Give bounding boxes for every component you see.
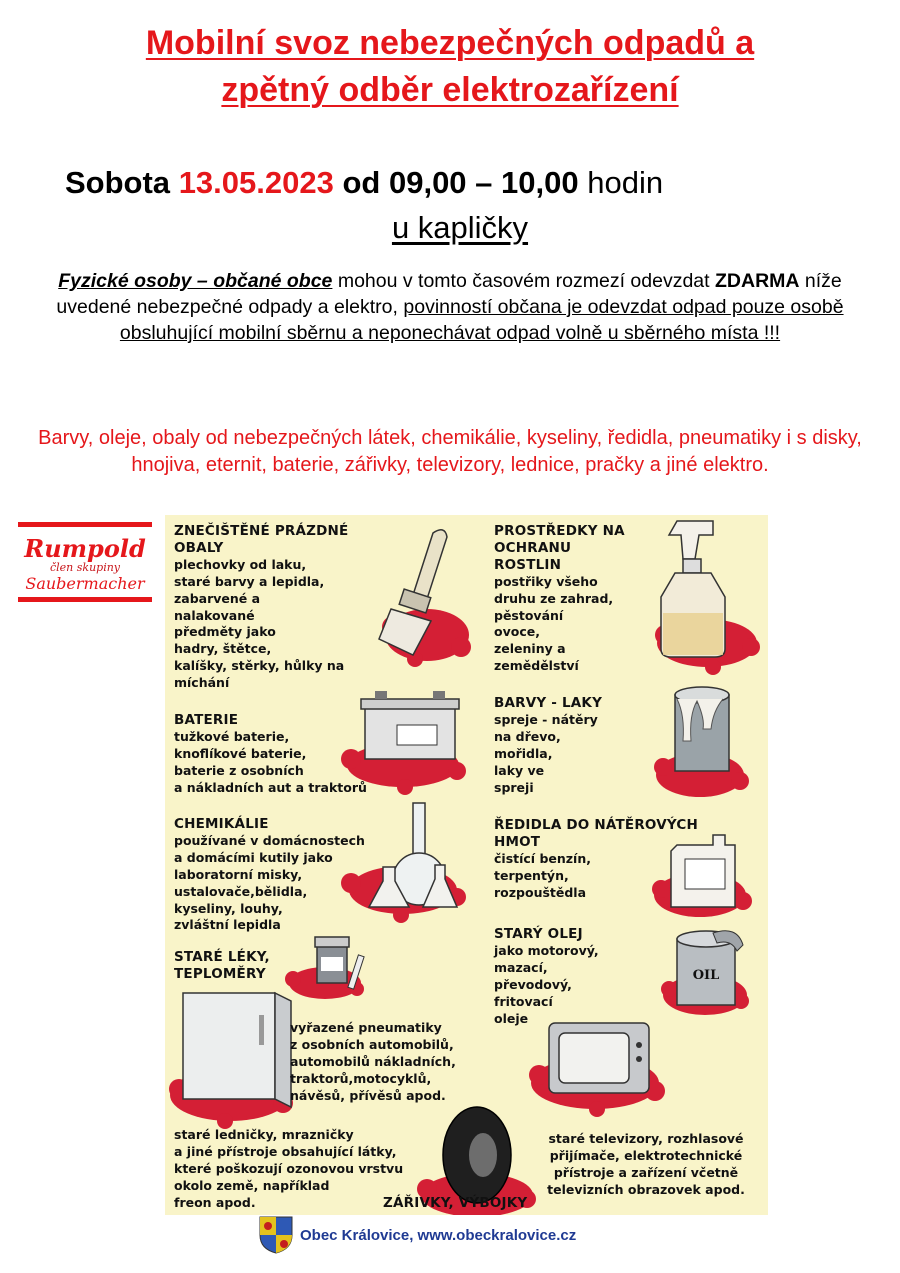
section-batteries — [174, 712, 367, 797]
section-line: kalíšky, stěrky, hůlky na — [174, 658, 345, 674]
section-line: freon apod. — [174, 1194, 256, 1210]
section-heading: ZÁŘIVKY, VÝBOJKY — [383, 1195, 528, 1211]
section-line: staré ledničky, mrazničky — [174, 1127, 354, 1142]
logo-tagline: člen skupiny — [49, 561, 121, 574]
section-heading: PROSTŘEDKY NA — [494, 523, 625, 539]
logo-group: Saubermacher — [25, 574, 145, 593]
section-line: baterie z osobních — [174, 762, 304, 778]
section-line: traktorů,motocyklů, — [290, 1070, 432, 1086]
section-line: druhu ze zahrad, — [494, 590, 614, 606]
section-heading: HMOT — [494, 833, 541, 850]
section-line: laboratorní misky, — [174, 866, 303, 882]
section-heading: STARÝ OLEJ — [494, 926, 583, 942]
section-line: staré televizory, rozhlasové — [548, 1131, 744, 1146]
intro-obligation: povinností občana je odevzdat odpad pouze osobě obsluhující mobilní sběrnu a neponechávat odpad volně u sběrného místa !!! — [119, 296, 844, 344]
section-line: a jiné přístroje obsahující látky, — [174, 1143, 397, 1159]
section-line: používané v domácnostech — [174, 832, 365, 848]
intro-lead: Fyzické osoby – občané obce — [58, 270, 333, 292]
section-line: zeleniny a — [494, 641, 566, 657]
section-heading: ROSTLIN — [494, 556, 562, 573]
section-line: terpentýn, — [494, 867, 569, 883]
section-line: oleje — [494, 1010, 529, 1026]
intro-paragraph — [40, 268, 860, 346]
section-line: a domácími kutily jako — [174, 849, 333, 865]
date-line — [65, 163, 663, 203]
section-line: nalakované — [174, 607, 255, 623]
section-chemicals — [174, 816, 365, 934]
car-battery-icon — [361, 691, 459, 759]
section-line: čistící benzín, — [494, 850, 591, 866]
oil-barrel-icon — [677, 931, 743, 1005]
section-plant-protection — [494, 523, 625, 675]
section-line: převodový, — [494, 976, 572, 992]
section-heading: OBALY — [174, 539, 224, 556]
intro-free: ZDARMA — [715, 270, 800, 292]
footer-text: Obec Královice, www.obeckralovice.cz — [300, 1227, 577, 1244]
section-line: spreje - nátěry — [494, 711, 598, 727]
section-line: zemědělství — [494, 658, 579, 674]
section-heading: TEPLOMĚRY — [174, 965, 266, 982]
intro-text-2: níže uvedené nebezpečné odpady a elektro, — [56, 270, 842, 318]
spray-bottle-icon — [661, 521, 725, 657]
event-date: 13.05.2023 — [178, 165, 334, 200]
time-range: 09,00 – 10,00 — [388, 165, 579, 200]
section-line: rozpouštědla — [494, 884, 587, 900]
section-line: přístroje a zařízení včetně — [553, 1164, 739, 1180]
section-medicines — [174, 949, 270, 983]
section-line: předměty jako — [174, 624, 276, 640]
section-line: zabarvené a — [174, 590, 261, 606]
section-line: fritovací — [494, 993, 553, 1009]
section-line: na dřevo, — [494, 728, 561, 744]
section-line: mazací, — [494, 959, 548, 975]
logo-bar-bottom — [18, 597, 152, 602]
tyre-icon — [443, 1107, 511, 1203]
section-line: návěsů, přívěsů apod. — [290, 1087, 446, 1103]
footer — [258, 1215, 658, 1255]
section-televisions — [530, 1131, 762, 1199]
section-heading: BATERIE — [174, 712, 239, 728]
section-paints — [494, 695, 602, 796]
hours-unit: hodin — [587, 165, 664, 200]
fridge-icon — [183, 993, 291, 1107]
section-line: jako motorový, — [494, 942, 599, 958]
section-heading: OCHRANU — [494, 539, 572, 556]
section-line: z osobních automobilů, — [290, 1036, 454, 1052]
chemistry-flasks-icon — [369, 803, 457, 907]
oil-label: OIL — [692, 968, 720, 983]
section-solvents — [494, 817, 698, 902]
section-line: televizních obrazovek apod. — [547, 1181, 745, 1197]
section-heading: ŘEDIDLA DO NÁTĚROVÝCH — [494, 817, 698, 833]
logo-name: Rumpold — [24, 534, 146, 563]
section-line: knoflíkové baterie, — [174, 745, 307, 761]
section-line: které poškozují ozonovou vrstvu — [174, 1160, 404, 1176]
section-fluorescent-lamps — [383, 1195, 527, 1212]
intro-text-1: mohou v tomto časovém rozmezí odevzdat — [332, 270, 715, 292]
title-line-2: zpětný odběr elektrozařízení — [221, 71, 679, 109]
section-old-oil — [494, 926, 599, 1027]
paint-can-icon — [675, 687, 729, 771]
logo-bar-top — [18, 522, 152, 527]
section-line: postřiky všeho — [494, 573, 598, 589]
from-label: od — [342, 165, 381, 200]
coat-of-arms-icon — [258, 1215, 294, 1255]
section-line: ovoce, — [494, 624, 540, 640]
section-line: kyseliny, louhy, — [174, 900, 283, 916]
section-fridges — [174, 1127, 403, 1212]
section-heading: ZNEČIŠTĚNÉ PRÁZDNÉ — [174, 523, 349, 539]
section-line: spreji — [494, 779, 534, 795]
section-tyres — [290, 1020, 456, 1105]
section-line: vyřazené pneumatiky — [290, 1020, 442, 1035]
section-line: mořidla, — [494, 745, 553, 761]
title-line-1: Mobilní svoz nebezpečných odpadů a — [145, 24, 755, 62]
accepted-items-list: Barvy, oleje, obaly od nebezpečných látek, chemikálie, kyseliny, ředidla, pneumatiky i s disky, hnojiva, eternit, baterie, zářivky, televizory, lednice, pračky a jiné elektro. — [38, 427, 862, 476]
section-line: automobilů nákladních, — [290, 1053, 456, 1069]
section-line: pěstování — [494, 607, 564, 623]
section-line: laky ve — [494, 762, 545, 778]
section-line: plechovky od laku, — [174, 556, 307, 572]
section-heading: BARVY - LAKY — [494, 695, 603, 711]
section-line: tužkové baterie, — [174, 728, 290, 744]
section-packaging — [174, 523, 348, 692]
section-line: okolo země, například — [174, 1177, 330, 1193]
rumpold-logo — [18, 522, 154, 610]
section-heading: STARÉ LÉKY, — [174, 949, 270, 965]
section-line: a nákladních aut a traktorů — [174, 779, 367, 795]
document-title — [0, 20, 900, 114]
section-line: hadry, štětce, — [174, 641, 272, 657]
section-line: ustalovače,bělidla, — [174, 883, 308, 899]
section-heading: CHEMIKÁLIE — [174, 816, 269, 832]
section-line: míchání — [174, 675, 230, 691]
tv-icon — [549, 1023, 649, 1093]
section-line: zvláštní lepidla — [174, 917, 281, 933]
section-line: staré barvy a lepidla, — [174, 573, 325, 589]
waste-poster — [165, 515, 768, 1215]
day-label: Sobota — [65, 165, 171, 200]
section-line: přijímače, elektrotechnické — [549, 1147, 743, 1163]
event-place: u kapličky — [391, 210, 529, 245]
